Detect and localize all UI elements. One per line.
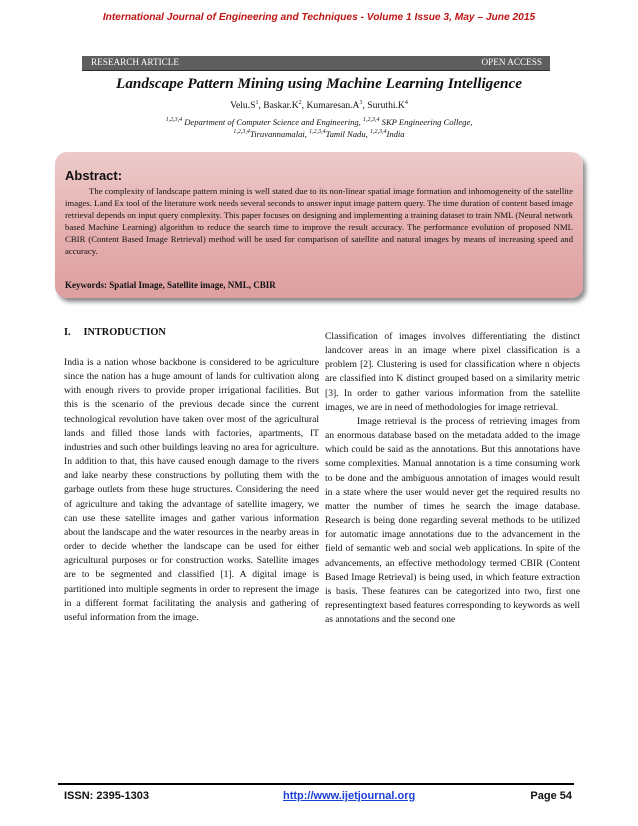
footer-page-number: Page 54: [530, 790, 572, 802]
article-type-label: RESEARCH ARTICLE: [91, 57, 180, 67]
footer-journal-link[interactable]: http://www.ijetjournal.org: [283, 790, 416, 802]
author-name: Suruthi.K: [367, 100, 405, 111]
author-sup: 1: [255, 100, 259, 106]
journal-header: International Journal of Engineering and Techniques - Volume 1 Issue 3, May – June 2015: [102, 12, 536, 23]
author-name: Baskar.K: [263, 100, 299, 111]
right-column: [325, 330, 580, 627]
affil-sup: 1,2,3,4: [165, 117, 183, 123]
abstract-heading: Abstract:: [65, 168, 123, 183]
author-sup: 4: [404, 100, 408, 106]
section-heading: I. INTRODUCTION: [64, 327, 166, 338]
affil-country: India: [386, 129, 405, 139]
affiliation-line-1: [0, 117, 638, 127]
paper-title: Landscape Pattern Mining using Machine Learning Intelligence: [116, 75, 522, 92]
affil-dept: Department of Computer Science and Engineering,: [184, 117, 361, 127]
author-list: $Velu.S^1$, $Baskar.K^2$, $Kumaresan.A^3$, $Suruthi.K^4$: [230, 100, 408, 111]
abstract-box: [55, 152, 583, 298]
keywords-line: Keywords: Spatial Image, Satellite image, NML, CBIR: [65, 280, 276, 290]
affil-state: Tamil Nadu,: [325, 129, 368, 139]
body-paragraph: Classification of images involves differentiating the distinct landcover areas in an image where pixel classification is a problem [2]. Clustering is used for classification where n objects are classified into K distinct grouped based on a similarity metric [3]. In order to gather various information from the satellite images, we are in need of methodologies for image retrieval.: [325, 331, 580, 413]
footer-issn: ISSN: 2395-1303: [64, 790, 149, 802]
affil-sup: 1,2,3,4: [309, 129, 326, 135]
author-sup: 3: [359, 100, 363, 106]
affil-sup: 1,2,3,4: [369, 129, 387, 135]
left-column: [64, 356, 319, 625]
footer-rule: [58, 783, 574, 785]
author-name: Velu.S: [230, 100, 256, 111]
author-sup: 2: [298, 100, 302, 106]
affil-city: Tiruvannamalai,: [249, 129, 307, 139]
article-type-bar: [82, 56, 550, 70]
affil-sup: 1,2,3,4: [233, 129, 250, 135]
abstract-text: The complexity of landscape pattern mining is well stated due to its non-linear spatial image formation and inhomogeneity of the satellite images. Land Ex tool of the literature work needs several seconds to answer input image pattern query. The time duration of content based image retrieval depends on input query complexity. This paper focuses on designing and implementing a training dataset to train NML (Neural network based Machine Learning) algorithm to reduce the search time to improve the result accuracy. The performance evolution of proposed NML CBIR (Content Based Image Retrieval) method will be used for comparison of satellite and natural images by means of increasing speed and accuracy.: [65, 186, 573, 256]
open-access-label: OPEN ACCESS: [481, 57, 542, 67]
body-paragraph: India is a nation whose backbone is considered to be agriculture since the nation has a huge amount of lands for cultivation along with enough rivers to provide proper irrigational facilities. But this is the scenario of the previous decade since the current technological revolution have taken over most of the agricultural lands and filled those lands with factories, apartments, IT industries and such other buildings leaving no area for agriculture. In addition to that, this have caused enough damage to the rivers and lake nearby these constructions by polluting them with the garbage outlets from these huge structures. Considering the need of agriculture and taking the advantage of satellite imagery, we can use these satellite images and gather various information about the landscape and the water resources in the nearby areas in order to decide whether the landscape can be used for either agricultural purposes or for construction works. Satellite images are to be segmented and classified [1]. A digital image is partitioned into multiple segments in order to represent the image in a different format facilitating the analysis and gathering of useful information from the image.: [64, 357, 319, 623]
affil-sup: 1,2,3,4: [363, 117, 380, 123]
body-paragraph: Image retrieval is the process of retrieving images from an enormous database based on the metadata added to the image which could be said as the annotations. But this annotations have some complexities. Manual annotation is a time consuming work to be done and the ambiguous annotation of images would result in a state where the user would never get the required results no matter the number of times he search the image database. Research is being done regarding several methods to be utilized for automatic image annotations due to the advancement in the field of semantic web and social web applications. In spite of the advancements, an effective methodology termed CBIR (Content Based Image Retrieval) is being used, in which feature extraction is basis. These features can be categorized into two, first one representingtext based features corresponding to keywords as well as annotations and the second one: [325, 415, 580, 626]
author-name: Kumaresan.A: [306, 100, 360, 111]
affil-college: SKP Engineering College,: [381, 117, 473, 127]
affiliation-line-2: [0, 129, 638, 139]
